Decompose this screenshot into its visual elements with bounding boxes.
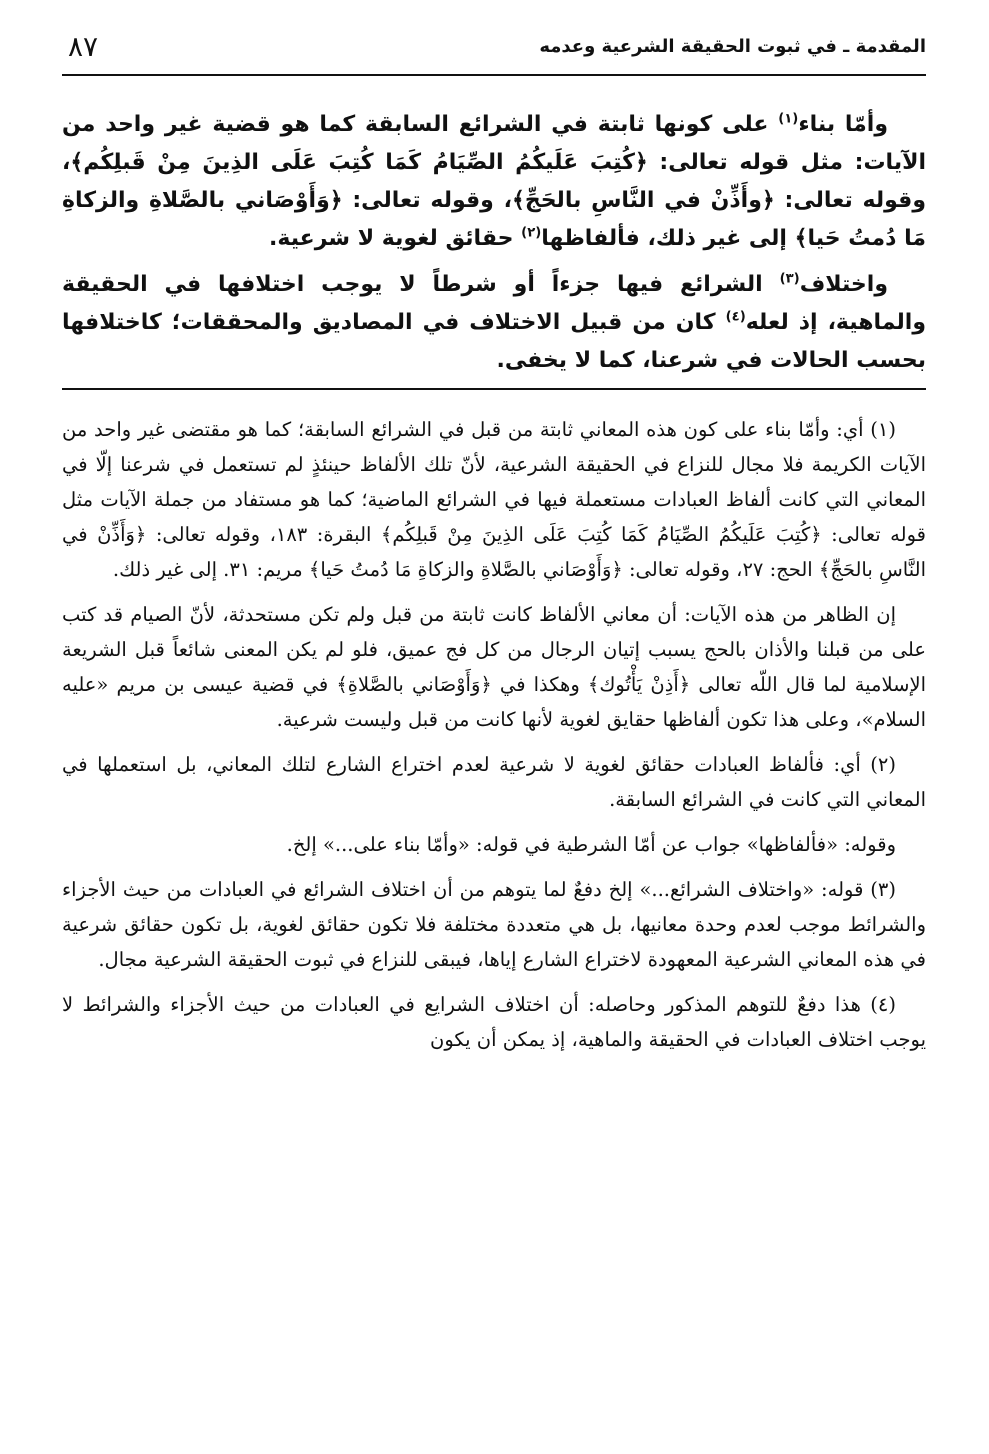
- footnote-4: (٤) هذا دفعٌ للتوهم المذكور وحاصله: أن اختلاف الشرايع في العبادات من حيث الأجزاء والشرائط لا يوجب اختلاف العبادات في الحقيقة والماهية، إذ يمكن أن يكون: [62, 993, 926, 1051]
- main-text-segment: الشرائع فيها جزءاً أو شرطاً لا يوجب اختلافها في الحقيقة والماهية، إذ لعله: [62, 272, 926, 335]
- page-number: ٨٧: [68, 30, 99, 63]
- footnote-ref-3: (٣): [779, 271, 800, 287]
- footnote-ref-4: (٤): [725, 309, 746, 325]
- running-title: المقدمة ـ في ثبوت الحقيقة الشرعية وعدمه: [539, 36, 926, 57]
- footnote-2: (٢) أي: فألفاظ العبادات حقائق لغوية لا شرعية لعدم اختراع الشارع لتلك المعاني، بل استعملها في المعاني التي كانت في الشرائع السابقة.: [62, 753, 926, 811]
- footnote-2-continuation: وقوله: «فألفاظها» جواب عن أمّا الشرطية في قوله: «وأمّا بناء على...» إلخ.: [286, 833, 896, 856]
- footnotes: [62, 412, 926, 1057]
- page-header: [62, 22, 926, 76]
- main-paragraph-2: [62, 266, 926, 380]
- main-text-segment: واختلاف: [799, 272, 888, 297]
- footnote-ref-2: (٢): [521, 225, 542, 241]
- footnote-3: (٣) قوله: «واختلاف الشرائع...» إلخ دفعٌ لما يتوهم من أن اختلاف الشرائع في العبادات من حيث الأجزاء والشرائط موجب لعدم وحدة معانيها، بل هي متعددة مختلفة فلا تكون حقائق لغوية، بل تكون حقائق شرعية في هذه المعاني الشرعية المعهودة لاختراع الشارع إياها، فيبقى للنزاع في ثبوت الحقيقة الشرعية مجال.: [62, 878, 926, 971]
- main-text-segment: حقائق لغوية لا شرعية.: [269, 226, 522, 251]
- main-text-segment: على كونها ثابتة في الشرائع السابقة كما هو قضية غير واحد من الآيات: مثل قوله تعالى: ﴿كُتِبَ عَلَيكُمُ الصِّيَامُ كَمَا كُتِبَ عَلَى الذِينَ مِنْ قَبلِكُم﴾، وقوله تعالى: ﴿وأَذِّنْ في النَّاسِ بالحَجِّ﴾، وقوله تعالى: ﴿وَأَوْصَاني بالصَّلاةِ والزكاةِ مَا دُمتُ حَيا﴾ إلى غير ذلك، فألفاظها: [62, 112, 926, 251]
- footnote-ref-1: (١): [778, 111, 799, 127]
- main-text: [62, 106, 926, 380]
- footnote-1: (١) أي: وأمّا بناء على كون هذه المعاني ثابتة من قبل في الشرائع السابقة؛ كما هو مقتضى غير واحد من الآيات الكريمة فلا مجال للنزاع في الحقيقة الشرعية، لأنّ تلك الألفاظ حينئذٍ لم تستعمل في شرعنا إلّا في المعاني التي كانت ألفاظ العبادات مستعملة فيها في الشرائع الماضية؛ كما هو مستفاد من جملة الآيات مثل قوله تعالى: ﴿كُتِبَ عَلَيكُمُ الصِّيَامُ كَمَا كُتِبَ عَلَى الذِينَ مِنْ قَبلِكُم﴾ البقرة: ١٨٣، وقوله تعالى: ﴿وَأَذِّنْ في النَّاسِ بالحَجِّ﴾ الحج: ٢٧، وقوله تعالى: ﴿وَأَوْصَاني بالصَّلاةِ والزكاةِ مَا دُمتُ حَيا﴾ مريم: ٣١. إلى غير ذلك.: [62, 418, 926, 581]
- main-paragraph-1: [62, 106, 926, 258]
- book-page: [62, 22, 926, 1067]
- main-text-segment: كان من قبيل الاختلاف في المصاديق والمحققات؛ كاختلافها بحسب الحالات في شرعنا، كما لا يخفى.: [62, 310, 926, 373]
- footnote-divider: [62, 388, 926, 390]
- footnote-1-continuation: إن الظاهر من هذه الآيات: أن معاني الألفاظ كانت ثابتة من قبل ولم تكن مستحدثة، لأنّ الصيام قد كتب على من قبلنا والأذان بالحج يسبب إتيان الرجال من كل فج عميق، فلو لم يكن المعنى شائعاً قبل الشريعة الإسلامية لما قال اللّه تعالى ﴿أَذِنْ يَأْتُوك﴾ وهكذا في ﴿وَأَوْصَاني بالصَّلاةِ﴾ في قضية عيسى بن مريم «عليه السلام»، وعلى هذا تكون ألفاظها حقايق لغوية لأنها كانت من قبل وليست شرعية.: [62, 603, 926, 731]
- main-text-segment: وأمّا بناء: [798, 112, 888, 137]
